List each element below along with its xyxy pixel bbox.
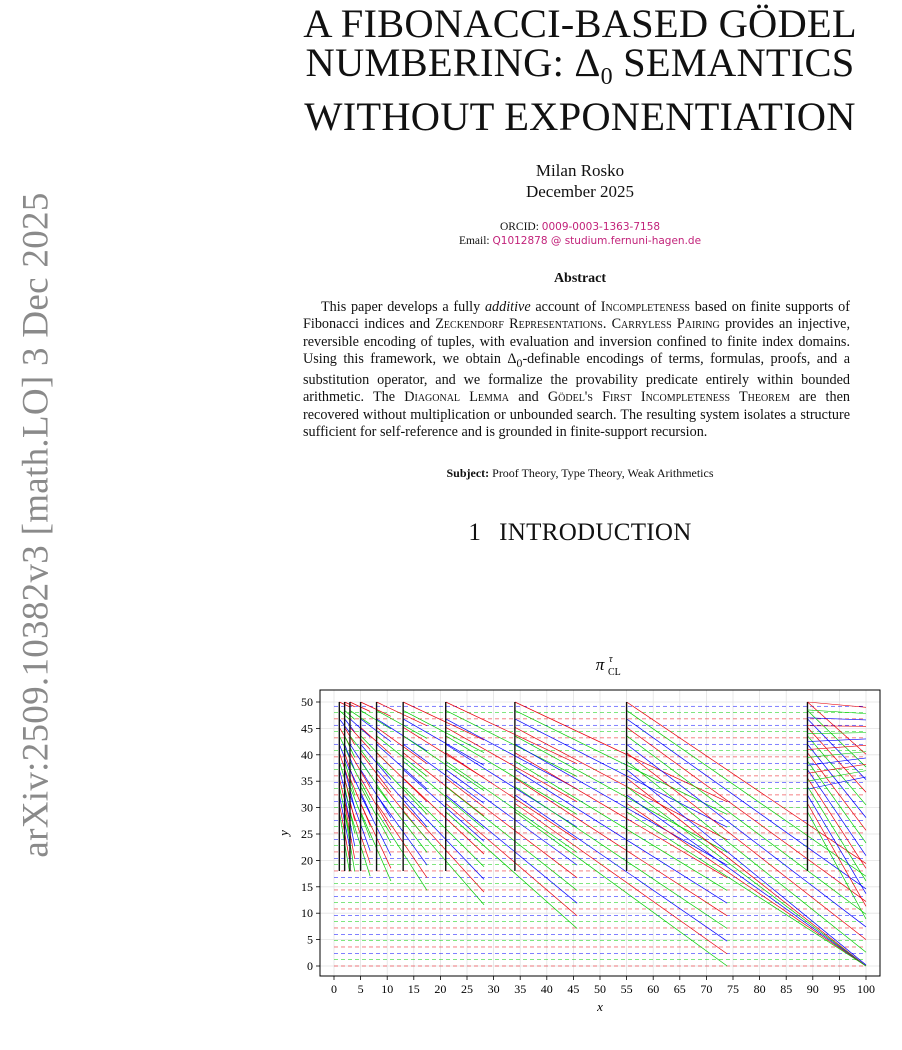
x-tick-label: 65 (673, 982, 686, 996)
diagonal-series-line (627, 761, 866, 952)
diagonal-series-line (446, 727, 577, 801)
subject-line: Subject: Proof Theory, Type Theory, Weak Arithmetics (446, 466, 714, 481)
arxiv-identifier: arXiv:2509.10382v3 [math.LO] 3 Dec 2025 (15, 192, 57, 858)
abstract-body: This paper develops a fully additive account of Incompleteness based on finite supports of Fibonacci indices and Zeckendorf Representations. Carryless Pairing provides an injective, reversible encoding of tuples, with evaluation and inversion confined to finite index domains. Using this framework, we obtain $\Delta_0$-definable encodings of terms, formulas, proofs, and a substitution operator, and we formalize the provability predicate entirely within bounded arithmetic. The Diagonal Lemma and Gödel's First Incompleteness Theorem are then recovered without multiplication or unbounded search. The resulting system isolates a structure sufficient for self-reference and is grounded in finite-support recursion. (303, 299, 851, 440)
x-tick-label: 20 (434, 982, 447, 996)
fan-series-line (807, 758, 866, 765)
diagonal-series-line (446, 770, 577, 866)
x-tick-label: 0 (331, 982, 337, 996)
x-tick-label: 70 (700, 982, 713, 996)
fan-series-line (807, 739, 866, 742)
chart-title-sup: τ (609, 654, 613, 665)
title-line-1: A FIBONACCI-BASED GÖDEL (303, 1, 857, 46)
diagonal-series-line (377, 812, 428, 891)
x-axis-label: x (597, 999, 603, 1014)
x-tick-label: 25 (461, 982, 473, 996)
x-tick-label: 90 (806, 982, 819, 996)
x-tick-label: 30 (487, 982, 500, 996)
diagonal-series-line (403, 770, 484, 842)
fibonacci-pairing-chart (270, 644, 902, 1050)
diagonal-series-line (361, 761, 391, 805)
diagonal-series-line (403, 753, 484, 816)
publication-date: December 2025 (525, 182, 635, 201)
diagonal-series-line (403, 736, 484, 791)
contact-block (270, 220, 890, 248)
diagonal-series-line (627, 719, 866, 889)
diagonal-series-line (446, 812, 577, 929)
diagonal-series-line (377, 753, 428, 802)
x-tick-label: 45 (567, 982, 580, 996)
diagonal-series-line (403, 786, 484, 866)
email-link[interactable]: Q1012878 @ studium.fernuni-hagen.de (492, 235, 702, 247)
fan-series-line (807, 733, 866, 734)
orcid-link[interactable]: 0009-0003-1363-7158 (541, 221, 661, 233)
paper-page (270, 0, 890, 547)
x-tick-label: 5 (357, 982, 364, 996)
chart-title: π (595, 655, 605, 674)
diagonal-series-line (361, 719, 391, 742)
diagonal-series-line (446, 778, 577, 878)
fan-series-line (807, 710, 866, 714)
diagonal-series-line (361, 710, 391, 728)
diagonal-series-line (377, 803, 428, 877)
title-line-3: WITHOUT EXPONENTIATION (304, 94, 856, 139)
paper-title (270, 0, 890, 139)
x-tick-label: 15 (407, 982, 420, 996)
diagonal-series-line (627, 770, 866, 965)
x-tick-label: 60 (647, 982, 660, 996)
diagonal-series-line (627, 753, 866, 940)
y-tick-label: 0 (307, 959, 313, 973)
y-tick-label: 10 (301, 906, 313, 921)
x-tick-label: 100 (857, 982, 875, 996)
author-name: Milan Rosko (535, 161, 625, 180)
diagonal-series-line (627, 812, 866, 966)
diagonal-series-line (377, 702, 428, 726)
orcid-line: ORCID: 0009-0003-1363-7158 (499, 221, 661, 233)
email-line: Email: Q1012878 @ studium.fernuni-hagen.de (458, 235, 702, 247)
y-tick-label: 50 (301, 695, 313, 709)
diagonal-series-line (627, 803, 866, 966)
x-tick-label: 10 (381, 982, 394, 996)
diagonal-series-line (446, 719, 577, 789)
y-tick-label: 5 (307, 932, 313, 947)
x-tick-label: 40 (540, 982, 553, 996)
diagonal-series-line (807, 795, 866, 894)
x-tick-label: 80 (753, 982, 766, 996)
diagonal-series-line (627, 744, 866, 927)
diagonal-series-line (361, 770, 391, 818)
chart-title-sub: CL (608, 667, 621, 678)
diagonal-series-line (627, 795, 866, 966)
title-line-2: NUMBERING: Δ0 SEMANTICS (305, 40, 855, 90)
x-tick-label: 55 (620, 982, 633, 996)
diagonal-series-line (807, 761, 866, 843)
author-block (270, 160, 890, 202)
fan-series-line (807, 702, 866, 707)
abstract-heading: Abstract (553, 271, 607, 286)
y-tick-label: 15 (301, 879, 313, 894)
y-tick-label: 45 (301, 721, 313, 736)
y-tick-label: 40 (301, 747, 313, 762)
diagonal-series-line (627, 778, 866, 966)
diagonal-series-line (377, 719, 428, 751)
diagonal-series-line (361, 803, 391, 868)
y-tick-label: 30 (301, 800, 313, 815)
fan-series-line (807, 726, 866, 727)
y-tick-label: 35 (301, 774, 313, 789)
section-heading: 1 INTRODUCTION (468, 519, 692, 547)
diagonal-series-line (627, 727, 866, 901)
x-tick-label: 35 (514, 982, 527, 996)
y-tick-label: 20 (301, 853, 313, 868)
y-tick-label: 25 (301, 827, 313, 841)
x-tick-label: 75 (727, 982, 739, 996)
x-tick-label: 50 (594, 982, 606, 996)
diagonal-series-line (377, 727, 428, 763)
diagonal-series-line (403, 702, 484, 740)
x-tick-label: 85 (780, 982, 793, 996)
y-axis-label: y (276, 830, 291, 836)
x-tick-label: 95 (833, 982, 846, 996)
arxiv-sidebar (0, 0, 60, 1050)
